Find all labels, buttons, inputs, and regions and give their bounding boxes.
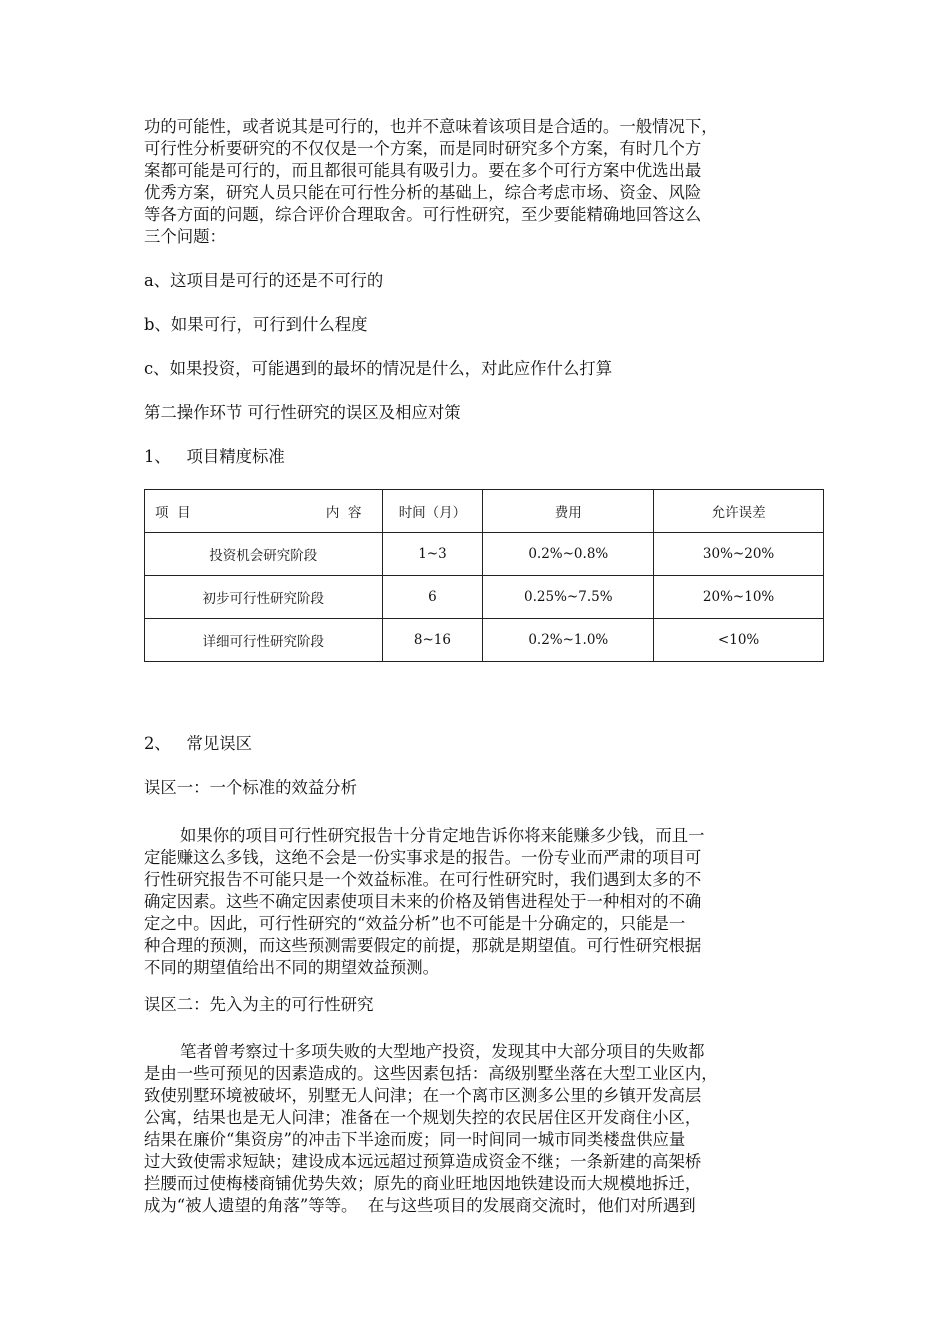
error-cell: 30%~20%	[654, 533, 824, 576]
question-b: b、如果可行，可行到什么程度	[144, 315, 368, 334]
table-row	[145, 576, 824, 619]
myth1-line: 行性研究报告不可能只是一个效益标准。在可行性研究时，我们遇到太多的不	[144, 870, 702, 889]
myth2-line: 笔者曾考察过十多项失败的大型地产投资，发现其中大部分项目的失败都	[180, 1042, 705, 1061]
myth1-paragraph	[144, 825, 814, 979]
header-project-content	[145, 490, 383, 533]
error-cell: 20%~10%	[654, 576, 824, 619]
myth1-line: 定能赚这么多钱，这绝不会是一份实事求是的报告。一份专业而严肃的项目可	[144, 848, 702, 867]
header-time: 时间（月）	[382, 490, 483, 533]
cost-cell: 0.2%~0.8%	[483, 533, 654, 576]
myth1-title: 误区一：一个标准的效益分析	[144, 778, 358, 797]
section-title: 第二操作环节 可行性研究的误区及相应对策	[144, 403, 461, 422]
intro-line: 案都可能是可行的，而且都很可能具有吸引力。要在多个可行方案中优选出最	[144, 161, 702, 180]
myth2-line: 拦腰而过使梅楼商铺优势失效；原先的商业旺地因地铁建设而大规模地拆迁，	[144, 1174, 702, 1193]
myth2-line: 结果在廉价“集资房”的冲击下半途而废；同一时间同一城市同类楼盘供应量	[144, 1130, 686, 1149]
table-header-row	[145, 490, 824, 533]
intro-line: 等各方面的问题，综合评价合理取舍。可行性研究，至少要能精确地回答这么	[144, 205, 702, 224]
header-cost: 费用	[483, 490, 654, 533]
cost-cell: 0.2%~1.0%	[483, 619, 654, 662]
myth2-line: 是由一些可预见的因素造成的。这些因素包括：高级别墅坐落在大型工业区内，	[144, 1064, 718, 1083]
time-cell: 8~16	[382, 619, 483, 662]
myth2-line: 公寓，结果也是无人问津；准备在一个规划失控的农民居住区开发商住小区，	[144, 1108, 702, 1127]
myth1-line: 确定因素。这些不确定因素使项目未来的价格及销售进程处于一种相对的不确	[144, 892, 702, 911]
table-row	[145, 619, 824, 662]
myth2-line: 致使别墅环境被破坏，别墅无人问津；在一个离市区测多公里的乡镇开发高层	[144, 1086, 702, 1105]
myth2-paragraph	[144, 1041, 814, 1217]
myth2-line: 成为“被人遗望的角落”等等。 在与这些项目的发展商交流时，他们对所遇到	[144, 1196, 696, 1215]
header-content: 内 容	[325, 505, 362, 521]
stage-cell: 初步可行性研究阶段	[145, 576, 383, 619]
question-a: a、这项目是可行的还是不可行的	[144, 271, 384, 290]
intro-line: 功的可能性，或者说其是可行的，也并不意味着该项目是合适的。一般情况下，	[144, 117, 718, 136]
time-cell: 6	[382, 576, 483, 619]
stage-cell: 详细可行性研究阶段	[145, 619, 383, 662]
intro-line: 三个问题：	[144, 227, 226, 246]
myth1-line: 定之中。因此，可行性研究的“效益分析”也不可能是十分确定的，只能是一	[144, 914, 686, 933]
item-heading-1: 1、 项目精度标准	[144, 447, 285, 466]
error-cell: <10%	[654, 619, 824, 662]
myth2-line: 过大致使需求短缺；建设成本远远超过预算造成资金不继；一条新建的高架桥	[144, 1152, 702, 1171]
header-error: 允许误差	[654, 490, 824, 533]
header-project: 项 目	[155, 505, 191, 521]
myth1-line: 不同的期望值给出不同的期望效益预测。	[144, 958, 440, 977]
precision-standard-table	[144, 489, 824, 662]
time-cell: 1~3	[382, 533, 483, 576]
myth1-line: 种合理的预测，而这些预测需要假定的前提，那就是期望值。可行性研究根据	[144, 936, 702, 955]
stage-cell: 投资机会研究阶段	[145, 533, 383, 576]
intro-line: 可行性分析要研究的不仅仅是一个方案，而是同时研究多个方案，有时几个方	[144, 139, 702, 158]
item-heading-2: 2、 常见误区	[144, 734, 253, 753]
table-row	[145, 533, 824, 576]
cost-cell: 0.25%~7.5%	[483, 576, 654, 619]
myth2-title: 误区二：先入为主的可行性研究	[144, 995, 374, 1014]
myth1-line: 如果你的项目可行性研究报告十分肯定地告诉你将来能赚多少钱，而且一	[180, 826, 705, 845]
intro-paragraph	[144, 116, 814, 248]
question-c: c、如果投资，可能遇到的最坏的情况是什么，对此应作什么打算	[144, 359, 613, 378]
intro-line: 优秀方案，研究人员只能在可行性分析的基础上，综合考虑市场、资金、风险	[144, 183, 702, 202]
